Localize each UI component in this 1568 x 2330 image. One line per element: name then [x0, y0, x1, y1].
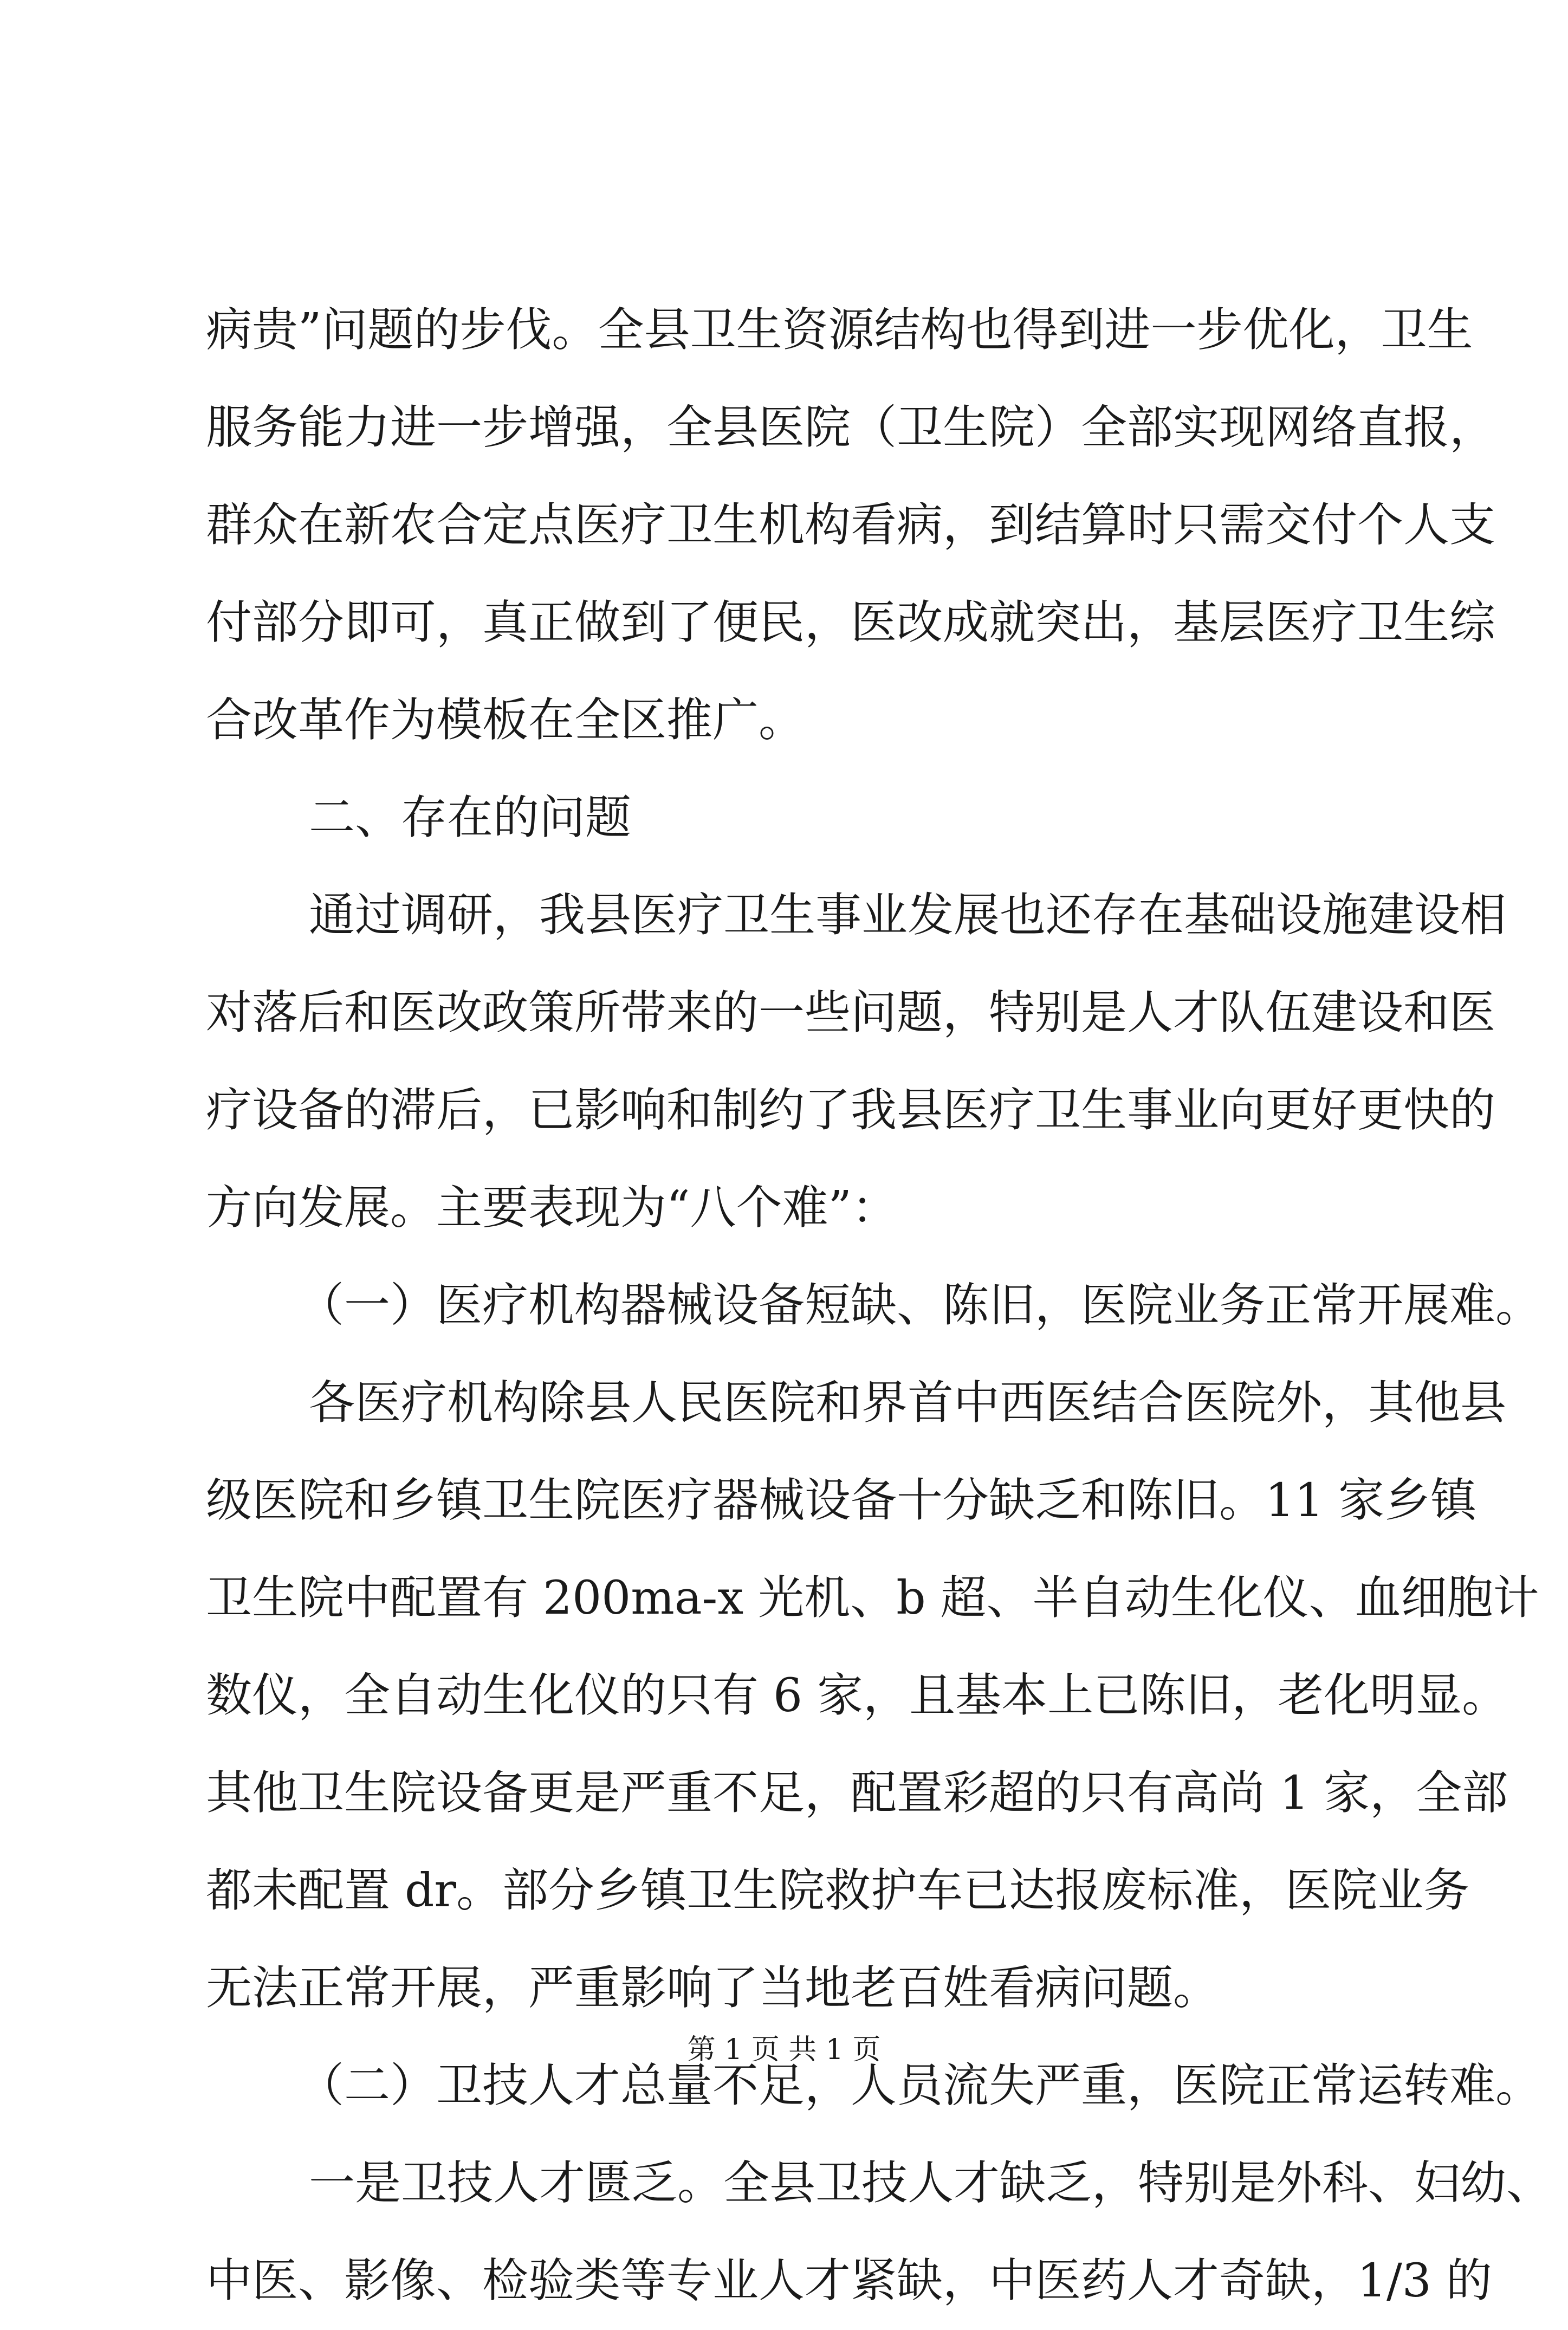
subsection-heading: （二）卫技人才总量不足，人员流失严重，医院正常运转难。	[298, 2059, 1542, 2113]
body-line: 通过调研，我县医疗卫生事业发展也还存在基础设施建设相	[309, 889, 1507, 942]
body-line: 数仪，全自动生化仪的只有 6 家，且基本上已陈旧，老化明显。	[206, 1669, 1508, 1723]
subsection-heading: （一）医疗机构器械设备短缺、陈旧，医院业务正常开展难。	[298, 1279, 1542, 1332]
body-line: 对落后和医改政策所带来的一些问题，特别是人才队伍建设和医	[206, 986, 1496, 1040]
section-heading: 二、存在的问题	[309, 791, 632, 845]
body-line: 其他卫生院设备更是严重不足，配置彩超的只有高尚 1 家，全部	[206, 1766, 1508, 1820]
body-line: 卫生院中配置有 200ma-x 光机、b 超、半自动生化仪、血细胞计	[206, 1571, 1539, 1625]
body-line: 一是卫技人才匮乏。全县卫技人才缺乏，特别是外科、妇幼、	[309, 2157, 1553, 2210]
body-line: 疗设备的滞后，已影响和制约了我县医疗卫生事业向更好更快的	[206, 1084, 1496, 1137]
body-line: 服务能力进一步增强，全县医院（卫生院）全部实现网络直报，	[206, 401, 1496, 455]
page-footer: 第 1 页 共 1 页	[687, 2034, 881, 2066]
body-line: 中医、影像、检验类等专业人才紧缺，中医药人才奇缺，1/3 的	[206, 2254, 1492, 2308]
body-line: 方向发展。主要表现为“八个难”：	[206, 1181, 898, 1235]
body-line: 无法正常开展，严重影响了当地老百姓看病问题。	[206, 1962, 1220, 2015]
body-line: 病贵”问题的步伐。全县卫生资源结构也得到进一步优化，卫生	[206, 303, 1473, 357]
body-line: 群众在新农合定点医疗卫生机构看病，到结算时只需交付个人支	[206, 499, 1496, 552]
body-line: 都未配置 dr。部分乡镇卫生院救护车已达报废标准，医院业务	[206, 1864, 1470, 1918]
document-body	[206, 282, 1553, 2330]
body-line: 合改革作为模板在全区推广。	[206, 694, 805, 747]
body-line: 级医院和乡镇卫生院医疗器械设备十分缺乏和陈旧。11 家乡镇	[206, 1474, 1477, 1528]
body-line: 付部分即可，真正做到了便民，医改成就突出，基层医疗卫生综	[206, 596, 1496, 650]
body-line: 各医疗机构除县人民医院和界首中西医结合医院外，其他县	[309, 1376, 1507, 1430]
